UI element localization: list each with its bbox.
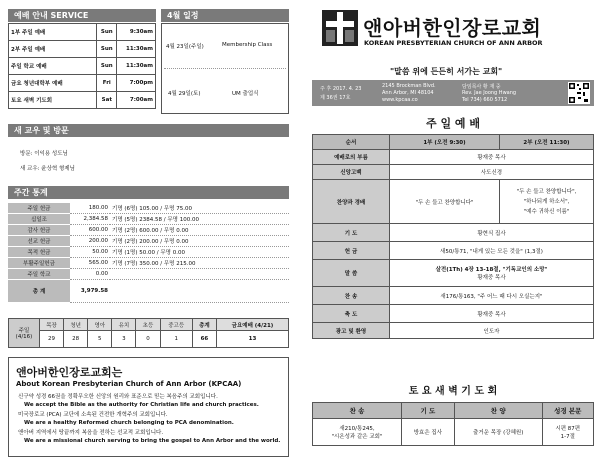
attendance-header: 청년 bbox=[64, 319, 88, 331]
service-time: 11:30am bbox=[117, 58, 156, 75]
offering-label: 십일조 bbox=[8, 214, 70, 225]
church-logo-icon bbox=[322, 10, 358, 46]
schedule-date-1: 4월 23일(주일) bbox=[166, 44, 204, 50]
attendance-header: 목장 bbox=[40, 319, 64, 331]
attendance-table bbox=[8, 318, 289, 348]
offering-total-amount: 3,979.58 bbox=[70, 280, 110, 303]
service-row bbox=[9, 58, 156, 75]
hymn-value: 새176/통163, "주 어느 때 다시 오실는지" bbox=[390, 287, 594, 305]
offering-label: 목적 헌금 bbox=[8, 247, 70, 258]
service-row bbox=[9, 75, 156, 92]
schedule-header: 4월 일정 bbox=[161, 9, 289, 22]
offering-amount: 180.00 bbox=[70, 203, 110, 214]
about-item-kr: 앤아버 지역에서 땅끝까지 복음을 전하는 선교적 교회입니다. bbox=[18, 430, 164, 436]
offering-detail: 기명 (7명) 350.00 / 무명 215.00 bbox=[110, 258, 289, 269]
address-1: 2145 Brockman Blvd. bbox=[382, 83, 436, 89]
saturday-value: 출거운 목장 (강혜원) bbox=[454, 419, 542, 446]
prayer-value: 황현식 집사 bbox=[390, 224, 594, 242]
schedule-box bbox=[161, 23, 289, 114]
service-day: Sat bbox=[97, 92, 117, 109]
service-day: Sun bbox=[97, 58, 117, 75]
praise-second-1: "두 손 들고 찬양합니다", bbox=[516, 188, 577, 195]
attendance-value: 0 bbox=[136, 331, 160, 348]
service-day: Sun bbox=[97, 41, 117, 58]
attendance-header: 영아 bbox=[88, 319, 112, 331]
saturday-header: 성경 본문 bbox=[542, 403, 593, 419]
pastor-kr: 담임목사 황 재 중 bbox=[462, 84, 501, 90]
offering-detail: 기명 (2명) 600.00 / 무명 0.00 bbox=[110, 225, 289, 236]
blessing-value: 황재중 목사 bbox=[390, 305, 594, 323]
offering-amount: 600.00 bbox=[70, 225, 110, 236]
attendance-value: 5 bbox=[88, 331, 112, 348]
attendance-value: 66 bbox=[192, 331, 216, 348]
offering-amount: 50.00 bbox=[70, 247, 110, 258]
about-item-en: We are a missional church serving to bring the gospel to Ann Arbor and the world. bbox=[24, 437, 281, 444]
service-row bbox=[9, 24, 156, 41]
attendance-value: 3 bbox=[112, 331, 136, 348]
attendance-header: 총계 bbox=[192, 319, 216, 331]
service-time: 7:00am bbox=[117, 92, 156, 109]
about-items bbox=[18, 394, 284, 448]
website: www.kpcaa.co bbox=[382, 97, 418, 103]
telephone: Tel 734) 660 5712 bbox=[462, 97, 508, 103]
praise-label: 찬양과 경배 bbox=[313, 180, 390, 224]
date-line-2: 제 36권 17호 bbox=[320, 95, 351, 101]
attendance-row-label: 주일 (4/16) bbox=[9, 319, 40, 348]
offering-header: 주간 통계 bbox=[8, 186, 289, 199]
offering-detail: 기명 (6명) 105.00 / 무명 75.00 bbox=[110, 203, 289, 214]
offering-row bbox=[8, 258, 289, 269]
sermon-label: 말 씀 bbox=[313, 260, 390, 287]
offering-label: 감사 헌금 bbox=[8, 225, 70, 236]
saturday-value: 새210/통245, "시온성과 같은 교회" bbox=[313, 419, 402, 446]
saturday-value: 방효은 집사 bbox=[401, 419, 454, 446]
service-name: 2부 주일 예배 bbox=[9, 41, 97, 58]
blessing-label: 축 도 bbox=[313, 305, 390, 323]
praise-first: "두 손 들고 찬양합니다" bbox=[390, 180, 500, 224]
offering-label: 주일 학교 bbox=[8, 269, 70, 280]
sermon-preacher: 황재중 목사 bbox=[477, 275, 506, 281]
praise-second bbox=[500, 180, 594, 224]
service-time: 9:30am bbox=[117, 24, 156, 41]
offering-amount: 565.00 bbox=[70, 258, 110, 269]
service-row bbox=[9, 41, 156, 58]
offering-table bbox=[8, 203, 289, 303]
hymn-label: 찬 송 bbox=[313, 287, 390, 305]
creed-value: 사도신경 bbox=[390, 165, 594, 180]
address-2: Ann Arbor, MI 48104 bbox=[382, 90, 434, 96]
schedule-date-2: 4월 29일(토) bbox=[168, 91, 201, 97]
newcomers-visitor: 방문: 이익용 성도님 bbox=[20, 151, 68, 157]
offering-row bbox=[8, 225, 289, 236]
saturday-value: 시편 87편 1-7절 bbox=[542, 419, 593, 446]
praise-second-2: "하나되게 하소서", bbox=[523, 198, 570, 205]
offering-amount: 2,384.58 bbox=[70, 214, 110, 225]
about-item-kr: 신구약 성경 66권을 정확무오한 신앙의 원리와 표준으로 믿는 복음주의 교회입니다. bbox=[18, 394, 218, 400]
service-name: 1부 주일 예배 bbox=[9, 24, 97, 41]
offering-total-blank bbox=[110, 280, 289, 303]
announce-label: 광고 및 환영 bbox=[313, 323, 390, 339]
date-line-1: 주 후 2017. 4. 23 bbox=[320, 86, 362, 92]
about-item bbox=[18, 430, 284, 445]
about-item-kr: 미국장로교 (PCA) 교단에 소속된 건전한 개혁주의 교회입니다. bbox=[18, 412, 168, 418]
offering-total-label: 총 계 bbox=[8, 280, 70, 303]
saturday-header: 찬 양 bbox=[454, 403, 542, 419]
about-item bbox=[18, 394, 284, 409]
offering-row bbox=[8, 203, 289, 214]
call-value: 황재중 목사 bbox=[390, 150, 594, 165]
saturday-title: 토 요 새 벽 기 도 회 bbox=[408, 386, 498, 397]
attendance-value: 29 bbox=[40, 331, 64, 348]
call-label: 예배로의 부름 bbox=[313, 150, 390, 165]
services-header: 예배 안내 SERVICE bbox=[8, 9, 156, 22]
offering-row bbox=[8, 247, 289, 258]
schedule-event-2: UM 출업식 bbox=[232, 91, 259, 97]
offering-label: 선교 헌금 bbox=[8, 236, 70, 247]
offering-amount: 0.00 bbox=[70, 269, 110, 280]
saturday-header: 기 도 bbox=[401, 403, 454, 419]
church-motto: "말씀 위에 든든히 서가는 교회" bbox=[390, 67, 503, 76]
qr-code-icon bbox=[568, 82, 590, 104]
offering-row bbox=[8, 214, 289, 225]
attendance-header: 초등 bbox=[136, 319, 160, 331]
church-name-en: KOREAN PRESBYTERIAN CHURCH OF ANN ARBOR bbox=[364, 39, 543, 47]
service-time: 7:00pm bbox=[117, 75, 156, 92]
attendance-header: 유치 bbox=[112, 319, 136, 331]
about-title-en: About Korean Presbyterian Church of Ann Arbor (KPCAA) bbox=[16, 380, 242, 388]
about-box bbox=[8, 357, 289, 457]
offering-label: 주일 헌금 bbox=[8, 203, 70, 214]
about-item-en: We accept the Bible as the authority for Christian life and church practices. bbox=[24, 401, 259, 408]
newcomers-member: 새 교우: 윤상혁 형제님 bbox=[20, 166, 75, 172]
sermon-cell bbox=[390, 260, 594, 287]
prayer-label: 기 도 bbox=[313, 224, 390, 242]
announce-value: 인도자 bbox=[390, 323, 594, 339]
service-name: 금요 청년대학부 예배 bbox=[9, 75, 97, 92]
offering-detail: 기명 (5명) 2384.58 / 무명 100.00 bbox=[110, 214, 289, 225]
offering-song-value: 새50/통71, "내게 있는 모든 것을" (1,3절) bbox=[390, 242, 594, 260]
service-day: Sun bbox=[97, 24, 117, 41]
about-item bbox=[18, 412, 284, 427]
offering-detail: 기명 (1명) 50.00 / 무명 0.00 bbox=[110, 247, 289, 258]
saturday-header: 찬 송 bbox=[313, 403, 402, 419]
schedule-divider bbox=[164, 68, 286, 69]
attendance-header: 중고등 bbox=[160, 319, 192, 331]
pastor-en: Rev. Jae Joong Hwang bbox=[462, 90, 517, 96]
offering-total-row bbox=[8, 280, 289, 303]
church-name-kr: 앤아버한인장로교회 bbox=[363, 16, 542, 40]
service-name: 주일 학교 예배 bbox=[9, 58, 97, 75]
praise-second-3: "예수 귀하신 이름" bbox=[523, 208, 570, 215]
about-item-en: We are a healthy Reformed church belonging to PCA denomination. bbox=[24, 419, 234, 426]
worship-table bbox=[312, 134, 594, 339]
offering-amount: 200.00 bbox=[70, 236, 110, 247]
attendance-value: 28 bbox=[64, 331, 88, 348]
worship-header-order: 순서 bbox=[313, 135, 390, 150]
offering-detail: 기명 (2명) 200.00 / 무명 0.00 bbox=[110, 236, 289, 247]
offering-detail bbox=[110, 269, 289, 280]
saturday-table bbox=[312, 402, 594, 446]
service-name: 토요 새벽 기도회 bbox=[9, 92, 97, 109]
sermon-passage: 살전(1Th) 4장 13-18절, "기독교인의 소망" bbox=[435, 267, 548, 273]
attendance-header: 금요예배 (4/21) bbox=[216, 319, 288, 331]
schedule-event-1: Membership Class bbox=[222, 42, 273, 48]
service-day: Fri bbox=[97, 75, 117, 92]
worship-header-first: 1부 (오전 9:30) bbox=[390, 135, 500, 150]
worship-title: 주 일 예 배 bbox=[426, 117, 480, 130]
offering-song-label: 헌 금 bbox=[313, 242, 390, 260]
creed-label: 신앙고백 bbox=[313, 165, 390, 180]
offering-row bbox=[8, 236, 289, 247]
service-time: 11:30am bbox=[117, 41, 156, 58]
info-bar bbox=[312, 80, 594, 106]
service-row bbox=[9, 92, 156, 109]
worship-header-second: 2부 (오전 11:30) bbox=[500, 135, 594, 150]
offering-row bbox=[8, 269, 289, 280]
attendance-value: 1 bbox=[160, 331, 192, 348]
attendance-value: 13 bbox=[216, 331, 288, 348]
offering-label: 부활주일헌금 bbox=[8, 258, 70, 269]
newcomers-header: 새 교우 및 방문 bbox=[8, 124, 289, 137]
services-table bbox=[8, 23, 156, 109]
about-title-kr: 앤아버한인장로교회는 bbox=[16, 366, 123, 379]
